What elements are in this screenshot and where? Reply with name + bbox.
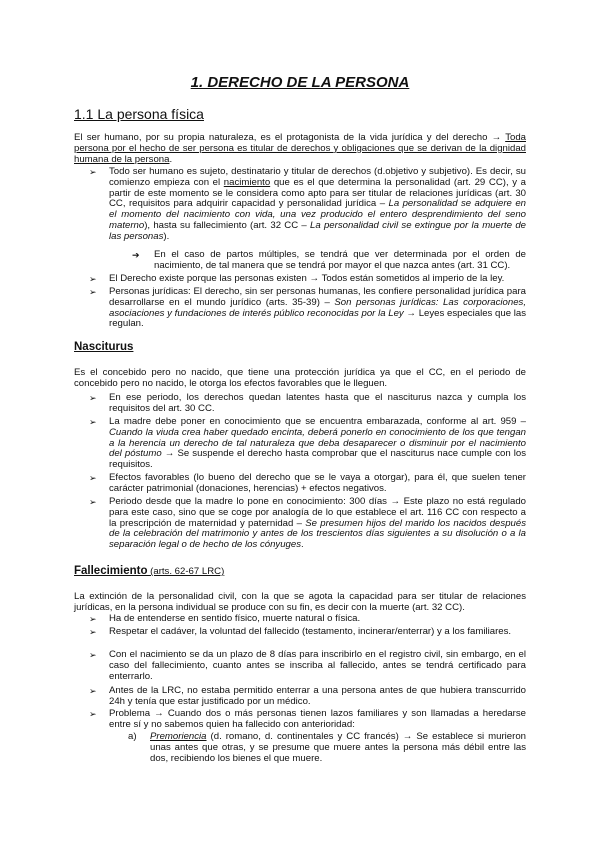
pj-text-c: → Leyes especiales que las regulan. xyxy=(109,307,526,330)
bullet-arrow-icon: ➢ xyxy=(89,497,97,507)
f5-text: Problema → Cuando dos o más personas tienen lazos familiares y son llamadas a heredarse entre sí y no sabemos quien ha fallecido con anterioridad: xyxy=(109,708,526,730)
b1-quote-32: La personalidad civil se extingue por la muerte de las personas xyxy=(109,219,526,242)
fallecimiento-title: Fallecimiento xyxy=(74,565,148,577)
bullet-arrow-icon: ➢ xyxy=(89,614,97,624)
section-heading: 1.1 La persona física xyxy=(74,106,204,122)
list-item-premoriencia xyxy=(114,732,526,764)
n3-text: Efectos favorables (lo bueno del derecho que se le vaya a otorgar), para él, que suelen tener carácter patrimonial (donaciones, herencias) + efectos negativos. xyxy=(109,472,526,494)
bullet-arrow-icon: ➢ xyxy=(89,650,97,660)
list-item-partos-multiples xyxy=(132,250,526,272)
n2-text-c: → Se suspende el derecho hasta comprobar que el nasciturus nace cumple con los requisitos. xyxy=(109,448,527,471)
f2-text: Respetar el cadáver, la voluntad del fallecido (testamento, incinerar/enterrar) y a los familiares. xyxy=(109,626,512,637)
arrow-right-icon: ➔ xyxy=(132,250,140,260)
bullet-arrow-icon: ➢ xyxy=(89,627,97,637)
n1-text: En ese periodo, los derechos quedan latentes hasta que el nasciturus nazca y cumpla los requisitos del art. 30 CC. xyxy=(109,392,526,414)
list-item-derecho xyxy=(89,274,526,285)
premoriencia-term: Premoriencia xyxy=(150,731,207,742)
bullet-arrow-icon: ➢ xyxy=(89,417,97,427)
list-item-personas-juridicas xyxy=(89,287,526,330)
bullet-arrow-icon: ➢ xyxy=(89,167,97,177)
n2-text-a: La madre debe poner en conocimiento que se encuentra embarazada, conforme al art. 959 – xyxy=(109,416,526,427)
b1-quote-30: La personalidad se adquiere en el momento del nacimiento con vida, una vez producido el entero desprendimiento del seno materno xyxy=(109,198,526,231)
f1-text: Ha de entenderse en sentido físico, muerte natural o física. xyxy=(109,613,361,624)
n2-quote: Cuando la viuda crea haber quedado encinta, deberá ponerlo en conocimiento de los que tengan a la herencia un derecho de tal naturaleza que deba desaparecer o disminuir por el nacimiento del póstumo xyxy=(109,426,526,460)
nasciturus-paragraph: Es el concebido pero no nacido, que tiene una protección jurídica ya que el CC, en el periodo de concebido pero no nacido, le otorga los efectos favorables que le lleguen. xyxy=(74,367,526,389)
b1-text-g: ). xyxy=(163,230,170,242)
n4-text-a: Periodo desde que la madre lo pone en conocimiento: 300 días → Este plazo no está regulado para este caso, sino que se coge por analogía de lo que establece el art. 116 CC con respecto a la prescripción de maternidad y paternidad – xyxy=(109,496,526,529)
n4-quote: Se presumen hijos del marido los nacidos después de la celebración del matrimonio y antes de los trescientos días siguientes a su disolución o a la separación legal o de hecho de los cónyuges xyxy=(109,517,526,551)
intro-text: El ser humano, por su propia naturaleza, es el protagonista de la vida jurídica y del derecho → xyxy=(74,132,506,143)
b1-text-e: ), hasta su fallecimiento (art. 32 CC – xyxy=(144,219,311,231)
intro-emphasis: Toda persona por el hecho de ser persona es titular de derechos y obligaciones que se derivan de la dignidad humana de la persona xyxy=(74,132,526,165)
f3-text: Con el nacimiento se da un plazo de 8 días para inscribirlo en el registro civil, sin embargo, en el caso del fallecimiento, cuanto antes se inscriba al fallecido, antes se tendrá certificado para enterrarlo. xyxy=(109,649,526,682)
bullet-arrow-icon: ➢ xyxy=(89,709,97,719)
n4-text-c: . xyxy=(301,539,304,551)
list-item-respetar-cadaver xyxy=(89,627,526,638)
intro-paragraph xyxy=(74,133,526,165)
list-item-periodo-latente xyxy=(89,393,526,415)
bullet-arrow-icon: ➢ xyxy=(89,287,97,297)
b1-nacimiento: nacimiento xyxy=(223,176,271,188)
b1-text-a: Todo ser humano es sujeto, destinatario y titular de derechos (d.objetivo y subjetivo). Es decir, su comienzo empieza con el xyxy=(109,166,526,188)
list-item-periodo-300 xyxy=(89,497,526,551)
pj-quote: Son personas jurídicas: Las corporaciones, asociaciones y fundaciones de interés público reconocidas por la Ley xyxy=(109,296,526,319)
fallecimiento-ref: (arts. 62-67 LRC) xyxy=(147,566,225,577)
list-letter: a) xyxy=(128,731,137,742)
list-item-efectos-favorables xyxy=(89,473,526,495)
list-item-sentido-fisico xyxy=(89,614,526,625)
heading-nasciturus: Nasciturus xyxy=(74,341,134,353)
b1-text-c: que es el que determina la personalidad (art. 29 CC), y a partir de este momento se le considera como apto para ser titular de relaciones jurídicas (art. 30 CC, requisitos para adquirir capacidad y personalidad jurídica – xyxy=(109,176,526,210)
f4-text: Antes de la LRC, no estaba permitido enterrar a una persona antes de que hubiera transcurrido 24h y tenía que estar justificado por un médico. xyxy=(109,685,526,707)
list-item-madre-embarazada xyxy=(89,417,526,471)
list-item-sujeto xyxy=(89,167,526,243)
list-item-antes-lrc xyxy=(89,686,526,708)
partos-text: En el caso de partos múltiples, se tendrá que ver determinada por el orden de nacimiento, de tal manera que se tendrá por mayor el que nazca antes (art. 31 CC). xyxy=(154,249,526,271)
premoriencia-text: (d. romano, d. continentales y CC francés) → Se establece si murieron unas antes que otras, y se presume que muere antes la persona más débil entre las dos, recibiendo los bienes el que muere. xyxy=(150,731,526,764)
pj-text-a: Personas jurídicas: El derecho, sin ser personas humanas, les confiere personalidad jurídica para desarrollarse en el mundo jurídico (arts. 35-39) – xyxy=(109,286,526,308)
list-item-plazo-inscripcion xyxy=(89,650,526,682)
bullet-arrow-icon: ➢ xyxy=(89,274,97,284)
derecho-text: El Derecho existe porque las personas existen → Todos están sometidos al imperio de la ley. xyxy=(109,273,505,284)
bullet-arrow-icon: ➢ xyxy=(89,393,97,403)
fallecimiento-paragraph: La extinción de la personalidad civil, con la que se agota la capacidad para ser titular de relaciones jurídicas, en la persona individual se produce con su fin, es decir con la muerte (art. 32 CC). xyxy=(74,591,526,613)
bullet-arrow-icon: ➢ xyxy=(89,686,97,696)
heading-fallecimiento xyxy=(74,565,224,577)
bullet-arrow-icon: ➢ xyxy=(89,473,97,483)
intro-end: . xyxy=(169,153,173,165)
page-title: 1. DERECHO DE LA PERSONA xyxy=(190,74,410,91)
list-item-problema xyxy=(89,709,526,731)
